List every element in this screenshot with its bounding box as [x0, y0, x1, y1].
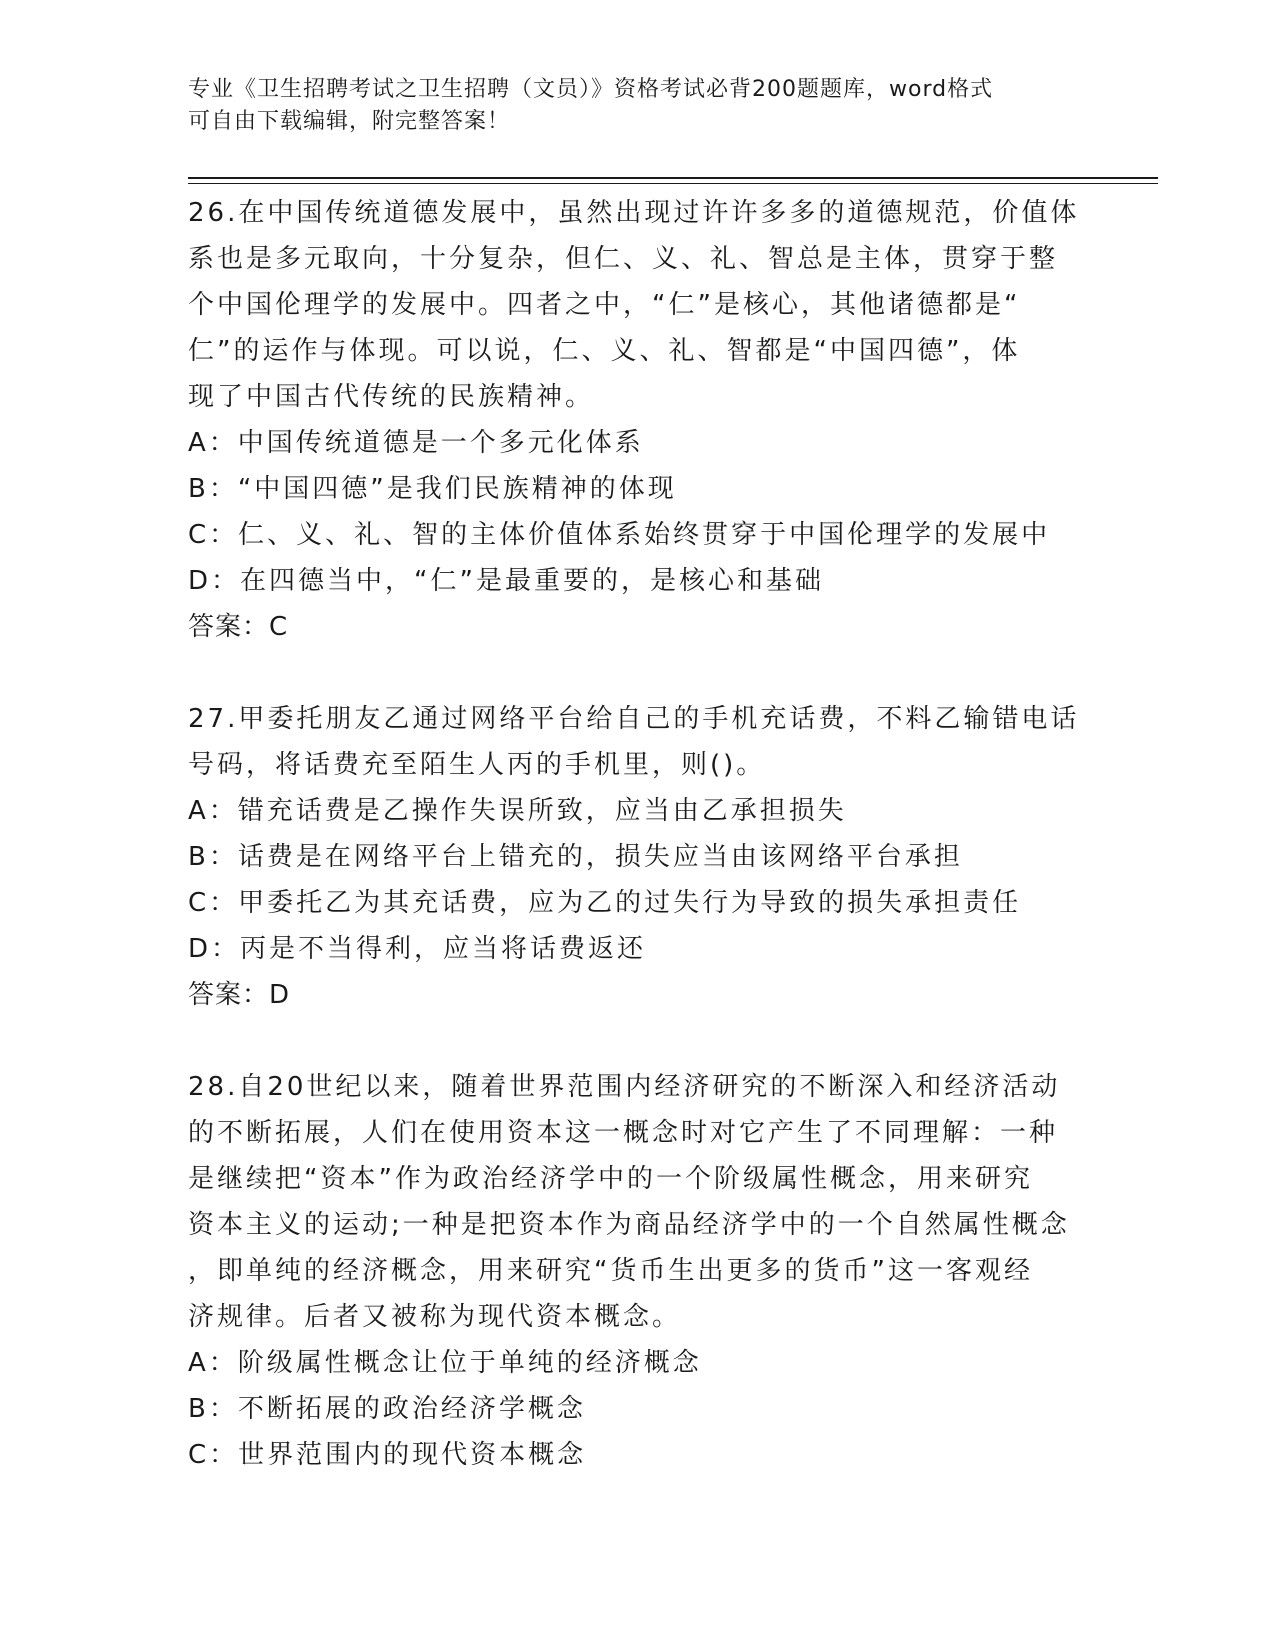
question-stem-line: 系也是多元取向，十分复杂，但仁、义、礼、智总是主体，贯穿于整	[188, 244, 1059, 274]
header-title-line-1: 专业《卫生招聘考试之卫生招聘（文员）》资格考试必背200题题库，word格式	[188, 77, 994, 102]
header-divider-thick	[188, 177, 1158, 179]
option-a: A：错充话费是乙操作失误所致，应当由乙承担损失	[188, 796, 847, 826]
question-stem-line: 是继续把“资本”作为政治经济学中的一个阶级属性概念，用来研究	[188, 1164, 1033, 1194]
question-27	[188, 696, 1088, 1018]
answer-label: 答案：C	[188, 612, 289, 642]
question-stem-line: 济规律。后者又被称为现代资本概念。	[188, 1302, 682, 1332]
answer-label: 答案：D	[188, 980, 291, 1010]
option-a: A：中国传统道德是一个多元化体系	[188, 428, 644, 458]
option-b: B：不断拓展的政治经济学概念	[188, 1394, 586, 1424]
option-d: D：在四德当中，“仁”是最重要的，是核心和基础	[188, 566, 824, 596]
question-stem-line: 现了中国古代传统的民族精神。	[188, 382, 595, 412]
question-stem-line: 仁”的运作与体现。可以说，仁、义、礼、智都是“中国四德”，体	[188, 336, 1021, 366]
option-c: C：甲委托乙为其充话费，应为乙的过失行为导致的损失承担责任	[188, 888, 1022, 918]
question-stem-line: 号码，将话费充至陌生人丙的手机里，则()。	[188, 750, 766, 780]
option-d: D：丙是不当得利，应当将话费返还	[188, 934, 647, 964]
question-stem-line: 资本主义的运动;一种是把资本作为商品经济学中的一个自然属性概念	[188, 1210, 1070, 1240]
option-a: A：阶级属性概念让位于单纯的经济概念	[188, 1348, 702, 1378]
option-c: C：世界范围内的现代资本概念	[188, 1440, 587, 1470]
header-title-line-2: 可自由下载编辑，附完整答案！	[188, 109, 511, 134]
question-list	[188, 190, 1088, 1524]
question-stem-line: 27.甲委托朋友乙通过网络平台给自己的手机充话费，不料乙输错电话	[188, 704, 1080, 734]
question-26	[188, 190, 1088, 650]
option-b: B：话费是在网络平台上错充的，损失应当由该网络平台承担	[188, 842, 963, 872]
header-divider-thin	[188, 183, 1158, 184]
option-c: C：仁、义、礼、智的主体价值体系始终贯穿于中国伦理学的发展中	[188, 520, 1051, 550]
question-stem-line: 28.自20世纪以来，随着世界范围内经济研究的不断深入和经济活动	[188, 1072, 1061, 1102]
question-stem-line: 的不断拓展，人们在使用资本这一概念时对它产生了不同理解：一种	[188, 1118, 1059, 1148]
question-stem-line: 个中国伦理学的发展中。四者之中，“仁”是核心，其他诸德都是“	[188, 290, 1021, 320]
question-stem-line: 26.在中国传统道德发展中，虽然出现过许许多多的道德规范，价值体	[188, 198, 1080, 228]
option-b: B：“中国四德”是我们民族精神的体现	[188, 474, 677, 504]
document-header	[188, 74, 1068, 138]
question-28	[188, 1064, 1088, 1478]
question-stem-line: ，即单纯的经济概念，用来研究“货币生出更多的货币”这一客观经	[188, 1256, 1033, 1286]
